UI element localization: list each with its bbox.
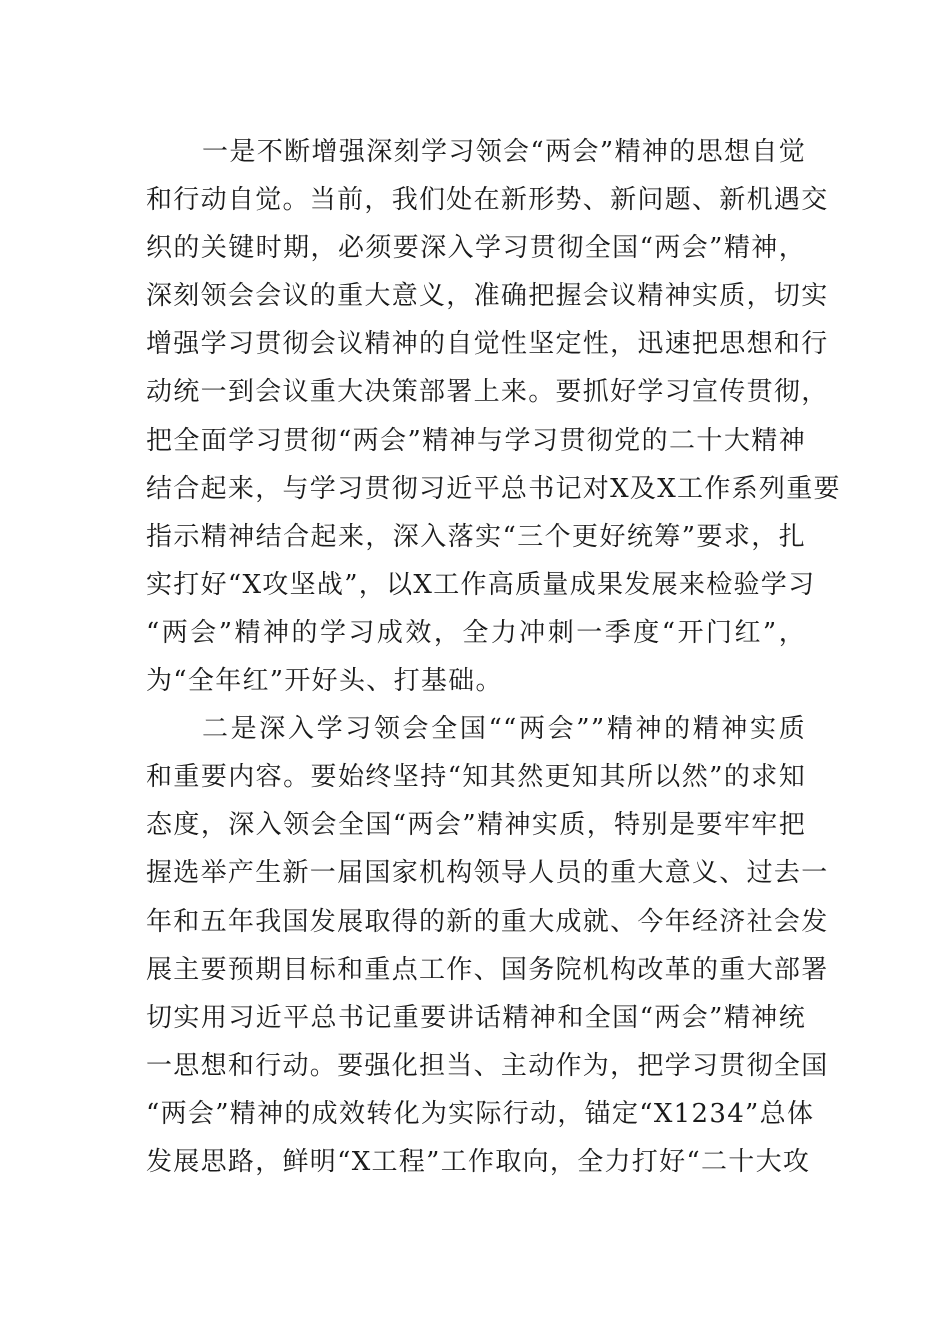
paragraph-line: 和行动自觉。当前，我们处在新形势、新问题、新机遇交 <box>146 185 829 216</box>
paragraph-line: 发展思路，鲜明“X工程”工作取向，全力打好“二十大攻 <box>146 1146 811 1177</box>
paragraph-1 <box>146 128 841 705</box>
paragraph-line: 指示精神结合起来，深入落实“三个更好统筹”要求，扎 <box>146 521 806 552</box>
paragraph-line: 态度，深入领会全国“两会”精神实质，特别是要牢牢把 <box>146 810 806 841</box>
paragraph-line: 年和五年我国发展取得的新的重大成就、今年经济社会发 <box>146 906 829 937</box>
paragraph-line: 一是不断增强深刻学习领会“两会”精神的思想自觉 <box>202 137 806 167</box>
paragraph-line: 增强学习贯彻会议精神的自觉性坚定性，迅速把思想和行 <box>146 329 829 360</box>
paragraph-line: 一思想和行动。要强化担当、主动作为，把学习贯彻全国 <box>146 1050 829 1081</box>
paragraph-line: 把全面学习贯彻“两会”精神与学习贯彻党的二十大精神 <box>146 425 806 456</box>
paragraph-line: 为“全年红”开好头、打基础。 <box>146 666 503 697</box>
paragraph-line: 二是深入学习领会全国““两会””精神的精神实质 <box>202 714 806 745</box>
paragraph-2 <box>146 705 829 1186</box>
paragraph-line: “两会”精神的学习成效，全力冲刺一季度“开门红”， <box>146 617 806 648</box>
paragraph-line: 动统一到会议重大决策部署上来。要抓好学习宣传贯彻， <box>146 377 829 408</box>
paragraph-line: 织的关键时期，必须要深入学习贯彻全国“两会”精神， <box>146 233 806 264</box>
paragraph-line: “两会”精神的成效转化为实际行动，锚定“X1234”总体 <box>146 1098 815 1129</box>
paragraph-line: 切实用习近平总书记重要讲话精神和全国“两会”精神统 <box>146 1002 806 1033</box>
paragraph-line: 握选举产生新一届国家机构领导人员的重大意义、过去一 <box>146 858 829 889</box>
paragraph-line: 和重要内容。要始终坚持“知其然更知其所以然”的求知 <box>146 762 806 793</box>
document-body <box>146 128 841 1186</box>
paragraph-line: 深刻领会会议的重大意义，准确把握会议精神实质，切实 <box>146 281 829 312</box>
paragraph-line: 实打好“X攻坚战”，以X工作高质量成果发展来检验学习 <box>146 569 816 600</box>
paragraph-line: 结合起来，与学习贯彻习近平总书记对X及X工作系列重要 <box>146 473 841 504</box>
paragraph-line: 展主要预期目标和重点工作、国务院机构改革的重大部署 <box>146 954 829 985</box>
